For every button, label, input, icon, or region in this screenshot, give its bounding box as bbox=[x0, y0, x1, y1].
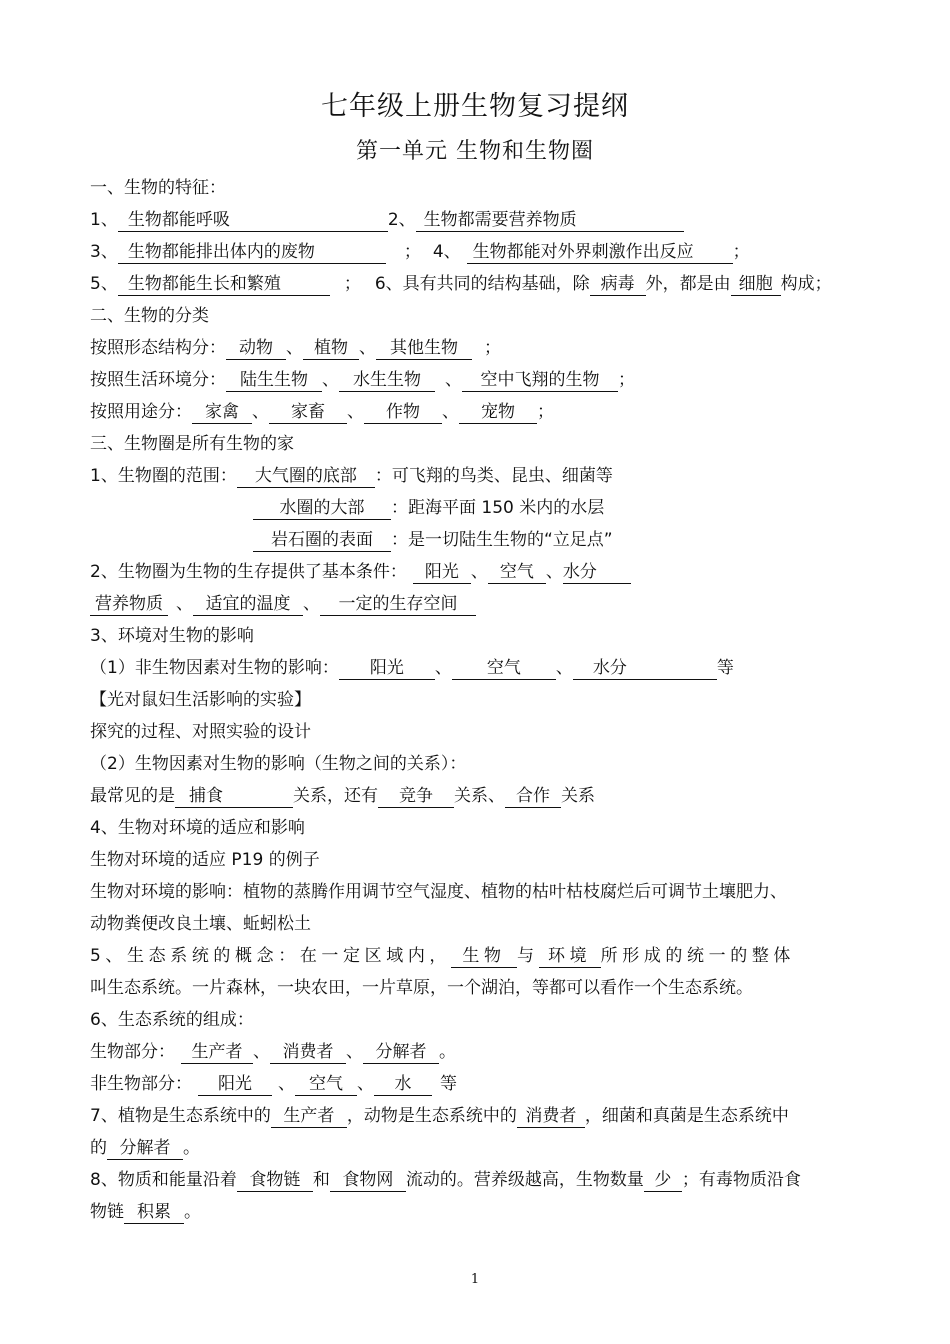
answer-blank: 营养物质 bbox=[90, 593, 168, 616]
answer-blank: 水分 bbox=[563, 561, 631, 584]
answer-blank: 其他生物 bbox=[376, 337, 472, 360]
biotic-part-row bbox=[90, 1040, 456, 1064]
item-number: 5、 bbox=[90, 274, 118, 294]
q7-line-1 bbox=[90, 1104, 789, 1128]
text: 7、植物是生态系统中的 bbox=[90, 1106, 271, 1126]
separator: 、 bbox=[555, 658, 573, 678]
separator: 、 bbox=[303, 594, 320, 614]
text: 5、生态系统的概念：在一定区域内， bbox=[90, 946, 452, 966]
conditions-row-1 bbox=[90, 560, 631, 584]
text: 外，都是由 bbox=[645, 274, 731, 294]
answer-blank: 细胞 bbox=[731, 273, 781, 296]
answer-blank: 岩石圈的表面 bbox=[253, 529, 391, 552]
answer-blank: 消费者 bbox=[517, 1105, 585, 1128]
answer-blank: 动物 bbox=[226, 337, 286, 360]
answer-blank: 水圈的大部 bbox=[253, 497, 391, 520]
answer-blank: 宠物 bbox=[459, 401, 537, 424]
adaptation-heading: 4、生物对环境的适应和影响 bbox=[90, 818, 305, 838]
biosphere-range-row-2 bbox=[253, 496, 604, 520]
answer-blank: 环境 bbox=[539, 945, 601, 968]
separator: 、 bbox=[322, 370, 339, 390]
answer-blank: 生物都能对外界刺激作出反应 bbox=[467, 241, 733, 264]
classification-row-habitat bbox=[90, 368, 635, 392]
ecosystem-def-line-1 bbox=[90, 944, 795, 968]
separator: 、 bbox=[434, 658, 452, 678]
separator: 、 bbox=[253, 1042, 270, 1062]
separator: 、 bbox=[176, 594, 193, 614]
section-heading-biosphere: 三、生物圈是所有生物的家 bbox=[90, 434, 294, 454]
separator: ； bbox=[484, 338, 501, 358]
text: 关系，还有 bbox=[293, 786, 378, 806]
separator: 、 bbox=[278, 1074, 295, 1094]
answer-blank: 生物都能排出体内的废物 bbox=[118, 241, 386, 264]
answer-blank: 阳光 bbox=[198, 1073, 272, 1096]
experiment-note: 探究的过程、对照实验的设计 bbox=[90, 722, 311, 742]
text: ，细菌和真菌是生态系统中 bbox=[584, 1106, 789, 1126]
answer-blank: 适宜的温度 bbox=[193, 593, 303, 616]
answer-blank: 生物都需要营养物质 bbox=[416, 209, 684, 232]
text: 流动的。营养级越高，生物数量 bbox=[405, 1170, 644, 1190]
separator: 、 bbox=[545, 562, 563, 582]
answer-blank: 水生生物 bbox=[339, 369, 435, 392]
separator: 、 bbox=[357, 1074, 374, 1094]
row-label: （1）非生物因素对生物的影响： bbox=[90, 658, 339, 678]
text: 和 bbox=[312, 1170, 330, 1190]
separator: ； bbox=[618, 370, 635, 390]
text: 所形成的统一的整体 bbox=[600, 946, 796, 966]
row-label: 按照生活环境分： bbox=[90, 370, 226, 390]
text: 等 bbox=[440, 1074, 457, 1094]
biosphere-range-row-3 bbox=[253, 528, 613, 552]
features-row-1 bbox=[90, 208, 684, 232]
q7-line-2 bbox=[90, 1136, 200, 1160]
answer-blank: 水 bbox=[374, 1073, 432, 1096]
answer-blank: 病毒 bbox=[590, 273, 646, 296]
answer-blank: 作物 bbox=[364, 401, 442, 424]
biosphere-range-row-1 bbox=[90, 464, 613, 488]
answer-blank: 阳光 bbox=[413, 561, 471, 584]
text: ；有毒物质沿食 bbox=[681, 1170, 801, 1190]
text: 的 bbox=[90, 1138, 107, 1158]
classification-row-form bbox=[90, 336, 501, 360]
classification-row-use bbox=[90, 400, 554, 424]
separator: 、 bbox=[347, 402, 364, 422]
ecosystem-composition-heading: 6、生态系统的组成： bbox=[90, 1010, 254, 1030]
separator: ； bbox=[343, 274, 361, 294]
separator: 、 bbox=[442, 402, 459, 422]
row-label: 生物部分： bbox=[90, 1042, 175, 1062]
text: 。 bbox=[184, 1202, 201, 1222]
row-label: 按照用途分： bbox=[90, 402, 192, 422]
separator: 、 bbox=[286, 338, 303, 358]
answer-blank: 生物 bbox=[451, 945, 517, 968]
answer-blank: 空气 bbox=[452, 657, 556, 680]
effect-line-1: 生物对环境的影响：植物的蒸腾作用调节空气湿度、植物的枯叶枯枝腐烂后可调节土壤肥力、 bbox=[90, 882, 787, 902]
text: ：是一切陆生生物的“立足点” bbox=[391, 530, 613, 550]
text: 等 bbox=[716, 658, 734, 678]
answer-blank: 少 bbox=[644, 1169, 682, 1192]
separator: 、 bbox=[470, 562, 488, 582]
page-title: 七年级上册生物复习提纲 bbox=[321, 91, 629, 122]
section-heading-classification: 二、生物的分类 bbox=[90, 306, 209, 326]
text: 物链 bbox=[90, 1202, 124, 1222]
section-heading-features: 一、生物的特征： bbox=[90, 178, 226, 198]
answer-blank: 消费者 bbox=[270, 1041, 346, 1064]
separator: 。 bbox=[439, 1042, 456, 1062]
relationships-row bbox=[90, 784, 595, 808]
separator: 、 bbox=[445, 370, 462, 390]
answer-blank: 积累 bbox=[124, 1201, 184, 1224]
answer-blank: 合作 bbox=[505, 785, 561, 808]
text: 最常见的是 bbox=[90, 786, 175, 806]
answer-blank: 分解者 bbox=[107, 1137, 183, 1160]
page-number: 1 bbox=[470, 1272, 480, 1287]
answer-blank: 竞争 bbox=[378, 785, 454, 808]
text: 构成； bbox=[780, 274, 832, 294]
text: 关系、 bbox=[454, 786, 505, 806]
text: ：可飞翔的鸟类、昆虫、细菌等 bbox=[374, 466, 613, 486]
answer-blank: 家禽 bbox=[192, 401, 252, 424]
text: ，动物是生态系统中的 bbox=[346, 1106, 517, 1126]
answer-blank: 生物都能呼吸 bbox=[118, 209, 388, 232]
ecosystem-def-line-2: 叫生态系统。一片森林，一块农田，一片草原，一个湖泊，等都可以看作一个生态系统。 bbox=[90, 978, 753, 998]
answer-blank: 水分 bbox=[573, 657, 717, 680]
text: 关系 bbox=[561, 786, 595, 806]
text: 6、具有共同的结构基础，除 bbox=[374, 274, 590, 294]
env-effect-heading: 3、环境对生物的影响 bbox=[90, 626, 254, 646]
row-label: 2、生物圈为生物的生存提供了基本条件： bbox=[90, 562, 407, 582]
answer-blank: 食物链 bbox=[237, 1169, 313, 1192]
answer-blank: 空气 bbox=[488, 561, 546, 584]
separator: ； bbox=[732, 242, 750, 262]
experiment-title: 【光对鼠妇生活影响的实验】 bbox=[90, 690, 311, 710]
answer-blank: 生产者 bbox=[181, 1041, 253, 1064]
answer-blank: 一定的生存空间 bbox=[320, 593, 476, 616]
answer-blank: 分解者 bbox=[363, 1041, 439, 1064]
answer-blank: 生物都能生长和繁殖 bbox=[118, 273, 330, 296]
answer-blank: 生产者 bbox=[271, 1105, 347, 1128]
text: ：距海平面 150 米内的水层 bbox=[391, 498, 605, 518]
separator: 、 bbox=[359, 338, 376, 358]
text: 8、物质和能量沿着 bbox=[90, 1170, 237, 1190]
effect-line-2: 动物粪便改良土壤、蚯蚓松土 bbox=[90, 914, 311, 934]
answer-blank: 家畜 bbox=[269, 401, 347, 424]
answer-blank: 空气 bbox=[295, 1073, 357, 1096]
unit-subtitle: 第一单元 生物和生物圈 bbox=[356, 139, 594, 164]
text: 。 bbox=[183, 1138, 200, 1158]
answer-blank: 食物网 bbox=[330, 1169, 406, 1192]
abiotic-part-row bbox=[90, 1072, 457, 1096]
item-number: 4、 bbox=[432, 242, 461, 262]
biotic-factors-heading: （2）生物因素对生物的影响（生物之间的关系）： bbox=[90, 754, 467, 774]
answer-blank: 植物 bbox=[303, 337, 359, 360]
features-row-2 bbox=[90, 240, 750, 264]
row-label: 非生物部分： bbox=[90, 1074, 192, 1094]
q8-line-2 bbox=[90, 1200, 201, 1224]
item-number: 3、 bbox=[90, 242, 118, 262]
answer-blank: 捕食 bbox=[175, 785, 293, 808]
answer-blank: 陆生生物 bbox=[226, 369, 322, 392]
separator: 、 bbox=[252, 402, 269, 422]
answer-blank: 大气圈的底部 bbox=[237, 465, 375, 488]
row-label: 按照形态结构分： bbox=[90, 338, 226, 358]
separator: 、 bbox=[346, 1042, 363, 1062]
q8-line-1 bbox=[90, 1168, 801, 1192]
answer-blank: 空中飞翔的生物 bbox=[462, 369, 618, 392]
adaptation-line: 生物对环境的适应 P19 的例子 bbox=[90, 850, 320, 870]
text: 与 bbox=[517, 946, 539, 966]
answer-blank: 阳光 bbox=[339, 657, 435, 680]
separator: ； bbox=[403, 242, 421, 262]
separator: ； bbox=[537, 402, 554, 422]
abiotic-factors-row bbox=[90, 656, 734, 680]
row-label: 1、生物圈的范围： bbox=[90, 466, 237, 486]
features-row-3 bbox=[90, 272, 832, 296]
item-number: 2、 bbox=[387, 210, 416, 230]
conditions-row-2 bbox=[90, 592, 476, 616]
item-number: 1、 bbox=[90, 210, 118, 230]
